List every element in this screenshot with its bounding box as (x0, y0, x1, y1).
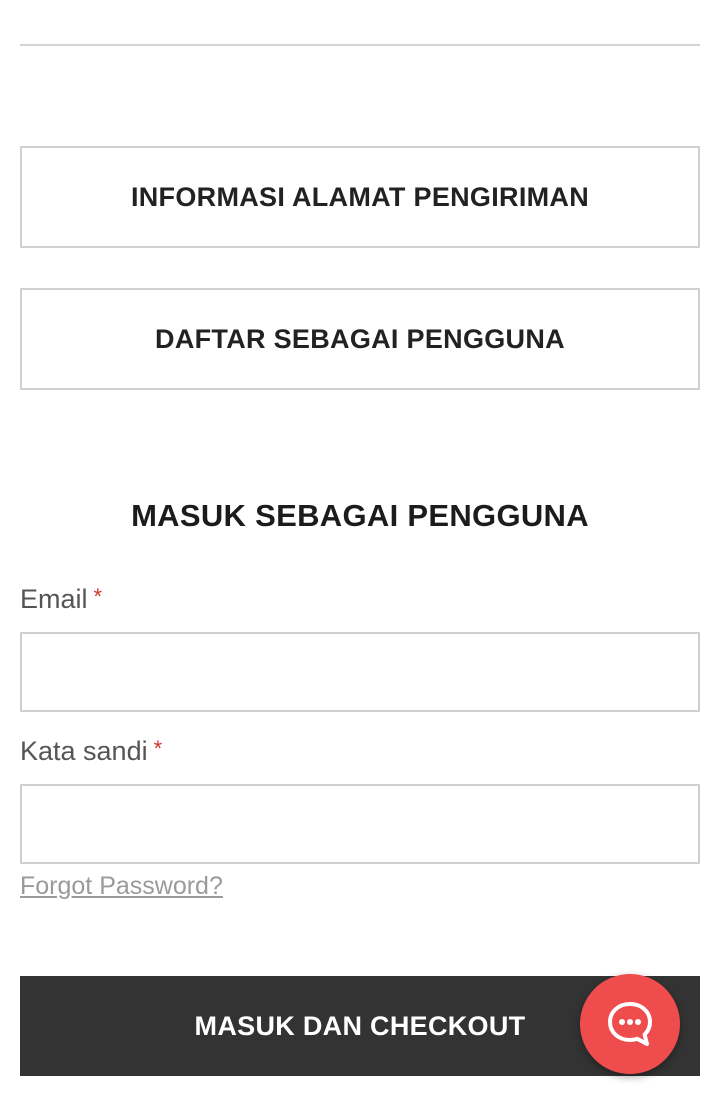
email-field[interactable] (20, 632, 700, 712)
forgot-password-link[interactable]: Forgot Password? (20, 872, 223, 900)
password-label (20, 736, 162, 767)
password-required-marker: * (153, 736, 163, 761)
chat-button[interactable] (580, 974, 680, 1074)
top-divider (20, 44, 700, 46)
email-required-marker: * (93, 584, 103, 609)
email-label (20, 584, 102, 615)
chat-bubble-icon (604, 998, 656, 1050)
login-and-checkout-button[interactable]: MASUK DAN CHECKOUT (20, 976, 700, 1076)
password-label-text: Kata sandi (20, 736, 148, 766)
password-field[interactable] (20, 784, 700, 864)
register-as-user-button[interactable]: DAFTAR SEBAGAI PENGGUNA (20, 288, 700, 390)
email-label-text: Email (20, 584, 88, 614)
login-section-title: MASUK SEBAGAI PENGGUNA (131, 498, 589, 533)
shipping-address-info-button[interactable]: INFORMASI ALAMAT PENGIRIMAN (20, 146, 700, 248)
